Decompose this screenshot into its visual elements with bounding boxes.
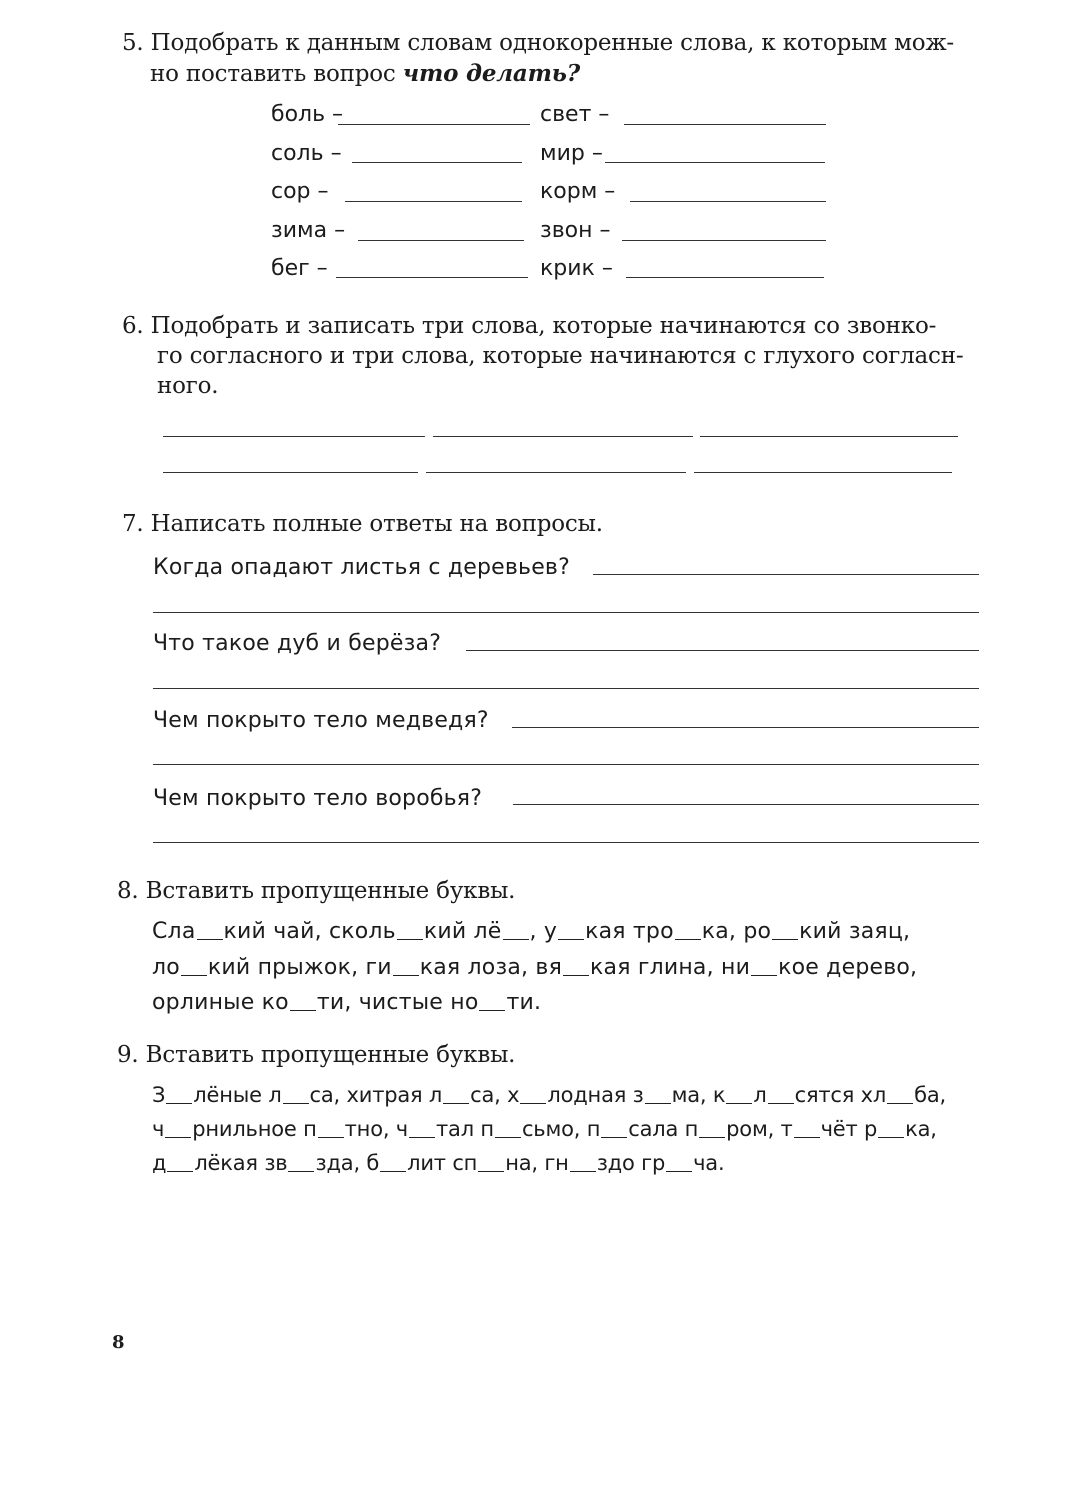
- letter-gap[interactable]: [318, 1137, 344, 1138]
- task5-word-left: зима –: [271, 218, 346, 243]
- task9-text: Вставить пропущенные буквы.: [145, 1042, 516, 1068]
- task8-text: Вставить пропущенные буквы.: [145, 878, 516, 904]
- task7-header: [122, 509, 603, 539]
- letter-gap[interactable]: [726, 1103, 752, 1104]
- text-fragment: ба,: [914, 1083, 947, 1107]
- text-fragment: лёкая зв: [194, 1151, 288, 1175]
- task5-word-right: звон –: [540, 218, 611, 243]
- text-fragment: ча.: [693, 1151, 725, 1175]
- question-2: Что такое дуб и берёза?: [153, 631, 442, 656]
- task5-word-left: соль –: [271, 141, 342, 166]
- letter-gap[interactable]: [563, 975, 589, 976]
- text-fragment: сятся хл: [794, 1083, 887, 1107]
- question-1: Когда опадают листья с деревьев?: [153, 555, 570, 580]
- task5-word-right: мир –: [540, 141, 603, 166]
- letter-gap[interactable]: [772, 939, 798, 940]
- task6-line2: го согласного и три слова, которые начинаются с глухого согласн-: [157, 343, 964, 369]
- text-fragment: рнильное п: [192, 1117, 317, 1141]
- text-fragment: кая тро: [585, 919, 674, 944]
- text-fragment: ти.: [506, 990, 542, 1015]
- text-fragment: ка, ро: [701, 919, 772, 944]
- text-fragment: са, хитрая л: [309, 1083, 443, 1107]
- answer-line[interactable]: [153, 842, 979, 843]
- task5-word-left: сор –: [271, 179, 329, 204]
- task5-number: 5.: [122, 30, 144, 56]
- letter-gap[interactable]: [751, 975, 777, 976]
- task5-word-left: бег –: [271, 256, 328, 281]
- letter-gap[interactable]: [878, 1137, 904, 1138]
- text-fragment: сала п: [628, 1117, 699, 1141]
- answer-line[interactable]: [624, 124, 826, 125]
- task6-line3: ного.: [157, 373, 219, 399]
- task5-text-line1: Подобрать к данным словам однокоренные слова, к которым мож-: [150, 30, 954, 56]
- text-fragment: зда, б: [315, 1151, 380, 1175]
- answer-line[interactable]: [622, 240, 826, 241]
- letter-gap[interactable]: [794, 1137, 820, 1138]
- task5-header-line2: [150, 59, 580, 89]
- answer-line[interactable]: [593, 574, 979, 575]
- letter-gap[interactable]: [409, 1137, 435, 1138]
- letter-gap[interactable]: [520, 1103, 546, 1104]
- letter-gap[interactable]: [290, 1010, 316, 1011]
- task8-number: 8.: [117, 878, 139, 904]
- text-fragment: л: [753, 1083, 767, 1107]
- letter-gap[interactable]: [503, 939, 529, 940]
- task6-number: 6.: [122, 313, 144, 339]
- letter-gap[interactable]: [666, 1171, 692, 1172]
- answer-line[interactable]: [605, 162, 825, 163]
- text-fragment: д: [152, 1151, 167, 1175]
- letter-gap[interactable]: [167, 1171, 193, 1172]
- text-fragment: ром, т: [726, 1117, 793, 1141]
- letter-gap[interactable]: [887, 1103, 913, 1104]
- letter-gap[interactable]: [495, 1137, 521, 1138]
- answer-line[interactable]: [358, 240, 524, 241]
- letter-gap[interactable]: [397, 939, 423, 940]
- answer-line[interactable]: [466, 650, 979, 651]
- text-fragment: кое дерево,: [778, 955, 918, 980]
- text-fragment: орлиные ко: [152, 990, 289, 1015]
- task6-text: Подобрать и записать три слова, которые начинаются со звонко-: [150, 313, 937, 339]
- task5-header: [122, 28, 954, 58]
- text-fragment: тно, ч: [344, 1117, 409, 1141]
- letter-gap[interactable]: [288, 1171, 314, 1172]
- answer-line[interactable]: [338, 124, 530, 125]
- task6-line1: [122, 311, 936, 341]
- answer-line[interactable]: [630, 201, 826, 202]
- answer-line[interactable]: [512, 727, 979, 728]
- letter-gap[interactable]: [479, 1010, 505, 1011]
- answer-line[interactable]: [626, 277, 824, 278]
- answer-line[interactable]: [153, 612, 979, 613]
- answer-line[interactable]: [153, 764, 979, 765]
- answer-line[interactable]: [352, 162, 522, 163]
- text-fragment: здо гр: [596, 1151, 666, 1175]
- letter-gap[interactable]: [197, 939, 223, 940]
- page-number: 8: [112, 1332, 125, 1353]
- answer-line[interactable]: [345, 201, 522, 202]
- task9-line2: [152, 1117, 937, 1141]
- letter-gap[interactable]: [393, 975, 419, 976]
- answer-line[interactable]: [433, 436, 693, 437]
- task8-line1: [152, 919, 910, 944]
- task9-line3: [152, 1151, 724, 1175]
- letter-gap[interactable]: [478, 1171, 504, 1172]
- text-fragment: тал п: [436, 1117, 494, 1141]
- task7-number: 7.: [122, 511, 144, 537]
- answer-line[interactable]: [513, 804, 979, 805]
- letter-gap[interactable]: [165, 1137, 191, 1138]
- text-fragment: кий прыжок, ги: [207, 955, 392, 980]
- task5-question: что делать?: [402, 60, 581, 87]
- letter-gap[interactable]: [558, 939, 584, 940]
- task5-word-right: свет –: [540, 102, 610, 127]
- text-fragment: лодная з: [547, 1083, 644, 1107]
- task9-number: 9.: [117, 1042, 139, 1068]
- task9-line1: [152, 1083, 946, 1107]
- text-fragment: ло: [152, 955, 180, 980]
- answer-line[interactable]: [153, 688, 979, 689]
- text-fragment: кая лоза, вя: [419, 955, 563, 980]
- task8-header: [117, 876, 515, 906]
- task5-word-right: крик –: [540, 256, 613, 281]
- answer-line[interactable]: [700, 436, 958, 437]
- task5-word-left: боль –: [271, 102, 344, 127]
- letter-gap[interactable]: [645, 1103, 671, 1104]
- text-fragment: ма, к: [671, 1083, 726, 1107]
- text-fragment: кий чай, сколь: [223, 919, 396, 944]
- letter-gap[interactable]: [601, 1137, 627, 1138]
- answer-line[interactable]: [336, 277, 528, 278]
- letter-gap[interactable]: [675, 939, 701, 940]
- letter-gap[interactable]: [283, 1103, 309, 1104]
- task8-line3: [152, 990, 541, 1015]
- text-fragment: Сла: [152, 919, 196, 944]
- task7-text: Написать полные ответы на вопросы.: [150, 511, 603, 537]
- text-fragment: кий заяц,: [799, 919, 911, 944]
- letter-gap[interactable]: [181, 975, 207, 976]
- text-fragment: са, х: [470, 1083, 520, 1107]
- letter-gap[interactable]: [443, 1103, 469, 1104]
- answer-line[interactable]: [163, 472, 418, 473]
- answer-line[interactable]: [694, 472, 952, 473]
- letter-gap[interactable]: [570, 1171, 596, 1172]
- question-4: Чем покрыто тело воробья?: [153, 786, 483, 811]
- text-fragment: ка,: [905, 1117, 937, 1141]
- text-fragment: кий лё: [423, 919, 502, 944]
- letter-gap[interactable]: [768, 1103, 794, 1104]
- question-3: Чем покрыто тело медведя?: [153, 708, 489, 733]
- letter-gap[interactable]: [380, 1171, 406, 1172]
- answer-line[interactable]: [163, 436, 425, 437]
- text-fragment: на, гн: [505, 1151, 569, 1175]
- text-fragment: кая глина, ни: [590, 955, 751, 980]
- text-fragment: сьмо, п: [521, 1117, 601, 1141]
- text-fragment: лит сп: [407, 1151, 478, 1175]
- text-fragment: З: [152, 1083, 166, 1107]
- text-fragment: , у: [529, 919, 558, 944]
- task8-line2: [152, 955, 917, 980]
- task5-word-right: корм –: [540, 179, 616, 204]
- task5-text-line2: но поставить вопрос: [150, 61, 396, 87]
- text-fragment: ч: [152, 1117, 165, 1141]
- answer-line[interactable]: [426, 472, 686, 473]
- text-fragment: ти, чистые но: [316, 990, 479, 1015]
- letter-gap[interactable]: [699, 1137, 725, 1138]
- letter-gap[interactable]: [166, 1103, 192, 1104]
- text-fragment: чёт р: [820, 1117, 878, 1141]
- text-fragment: лёные л: [193, 1083, 282, 1107]
- task9-header: [117, 1040, 515, 1070]
